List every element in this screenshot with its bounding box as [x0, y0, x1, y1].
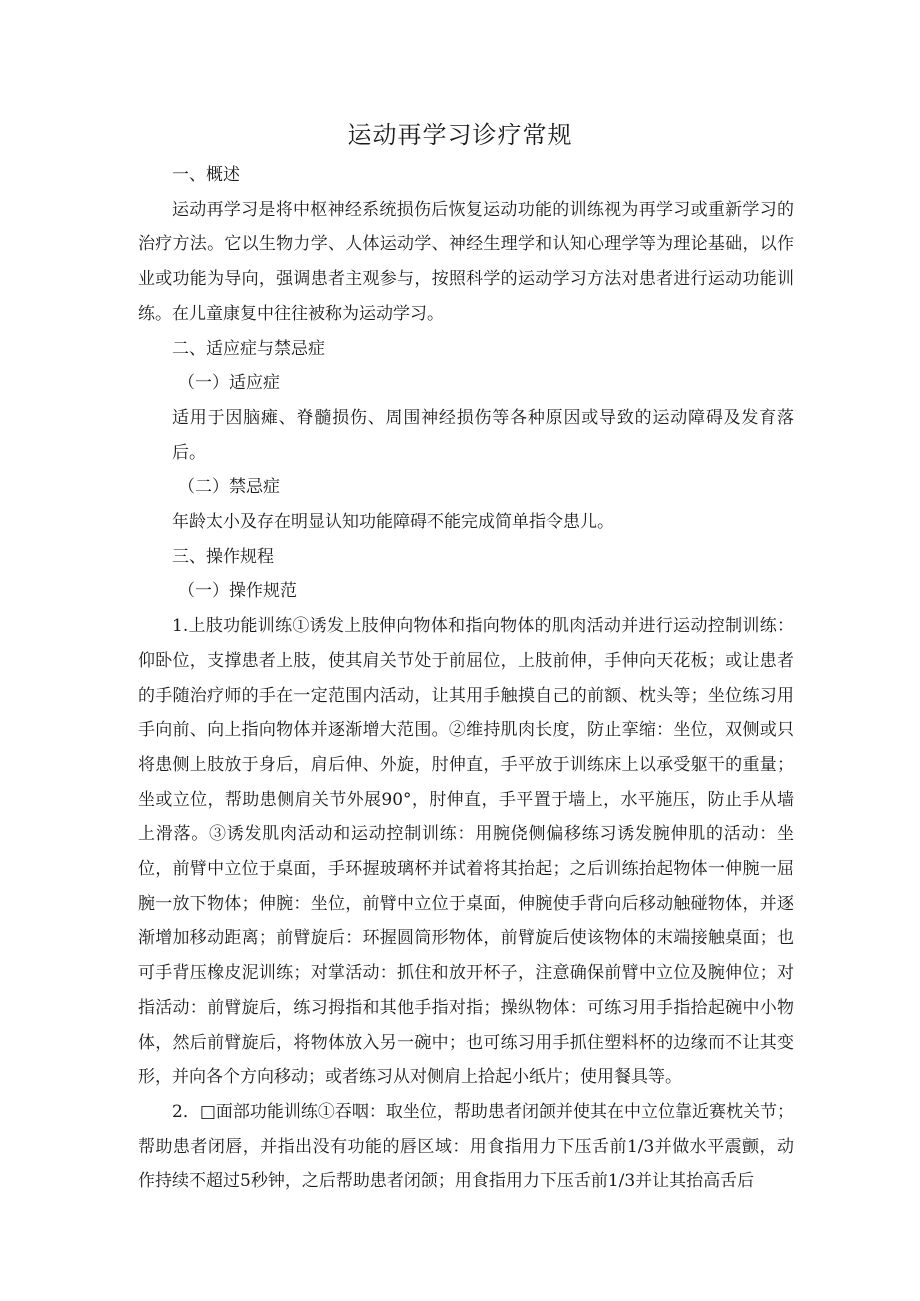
- contraindications-paragraph: 年龄太小及存在明显认知功能障碍不能完成简单指令患儿。: [172, 512, 614, 533]
- document-body: [138, 158, 794, 1199]
- section-heading-indications: 二、适应症与禁忌症: [172, 338, 325, 359]
- document-title: 运动再学习诊疗常规: [347, 121, 573, 149]
- upper-limb-training-paragraph: 1.上肢功能训练①诱发上肢伸向物体和指向物体的肌肉活动并进行运动控制训练：仰卧位，支撑患者上肢，使其肩关节处于前屈位，上肢前伸，手伸向天花板；或让患者的手随治疗师的手在一定范围内活动，让其用手触摸自己的前额、枕头等；坐位练习用手向前、向上指向物体并逐渐增大范围。②维持肌肉长度，防止挛缩：坐位，双侧或只将患侧上肢放于身后，肩后伸、外旋，肘伸直，手平放于训练床上以承受躯干的重量；坐或立位，帮助患侧肩关节外展90°，肘伸直，手平置于墙上，水平施压，防止手从墙上滑落。③诱发肌肉活动和运动控制训练：用腕侥侧偏移练习诱发腕伸肌的活动：坐位，前臂中立位于桌面，手环握玻璃杯并试着将其抬起；之后训练抬起物体一伸腕一屈腕一放下物体；伸腕：坐位，前臂中立位于桌面，伸腕使手背向后移动触碰物体，并逐渐增加移动距离；前臂旋后：环握圆筒形物体，前臂旋后使该物体的末端接触桌面；也可手背压橡皮泥训练；对掌活动：抓住和放开杯子，注意确保前臂中立位及腕伸位；对指活动：前臂旋后，练习拇指和其他手指对指；操纵物体：可练习用手指拾起碗中小物体，然后前臂旋后，将物体放入另一碗中；也可练习用手抓住塑料杯的边缘而不让其变形，并向各个方向移动；或者练习从对侧肩上拾起小纸片；使用餐具等。: [138, 616, 794, 1088]
- indications-paragraph: 适用于因脑瘫、脊髓损伤、周围神经损伤等各种原因或导致的运动障碍及发育落后。: [172, 407, 794, 463]
- facial-function-training-paragraph: 2．□面部功能训练①吞咽：取坐位，帮助患者闭颌并使其在中立位靠近赛枕关节；帮助患者闭唇，并指出没有功能的唇区域：用食指用力下压舌前1/3并做水平震颤，动作持续不超过5秒钟，之后帮助患者闭颌；用食指用力下压舌前1/3并让其抬高舌后: [138, 1101, 794, 1192]
- subheading-procedure-spec: （一）操作规范: [178, 581, 297, 602]
- subheading-contraindications: （二）禁忌症: [178, 477, 280, 498]
- overview-paragraph: 运动再学习是将中枢神经系统损伤后恢复运动功能的训练视为再学习或重新学习的治疗方法。它以生物力学、人体运动学、神经生理学和认知心理学等为理论基础，以作业或功能为导向，强调患者主观参与，按照科学的运动学习方法对患者进行运动功能训练。在儿童康复中往往被称为运动学习。: [138, 199, 794, 324]
- section-heading-overview: 一、概述: [172, 165, 240, 185]
- section-heading-procedure: 三、操作规程: [172, 546, 274, 567]
- subheading-indications: （一）适应症: [178, 373, 280, 394]
